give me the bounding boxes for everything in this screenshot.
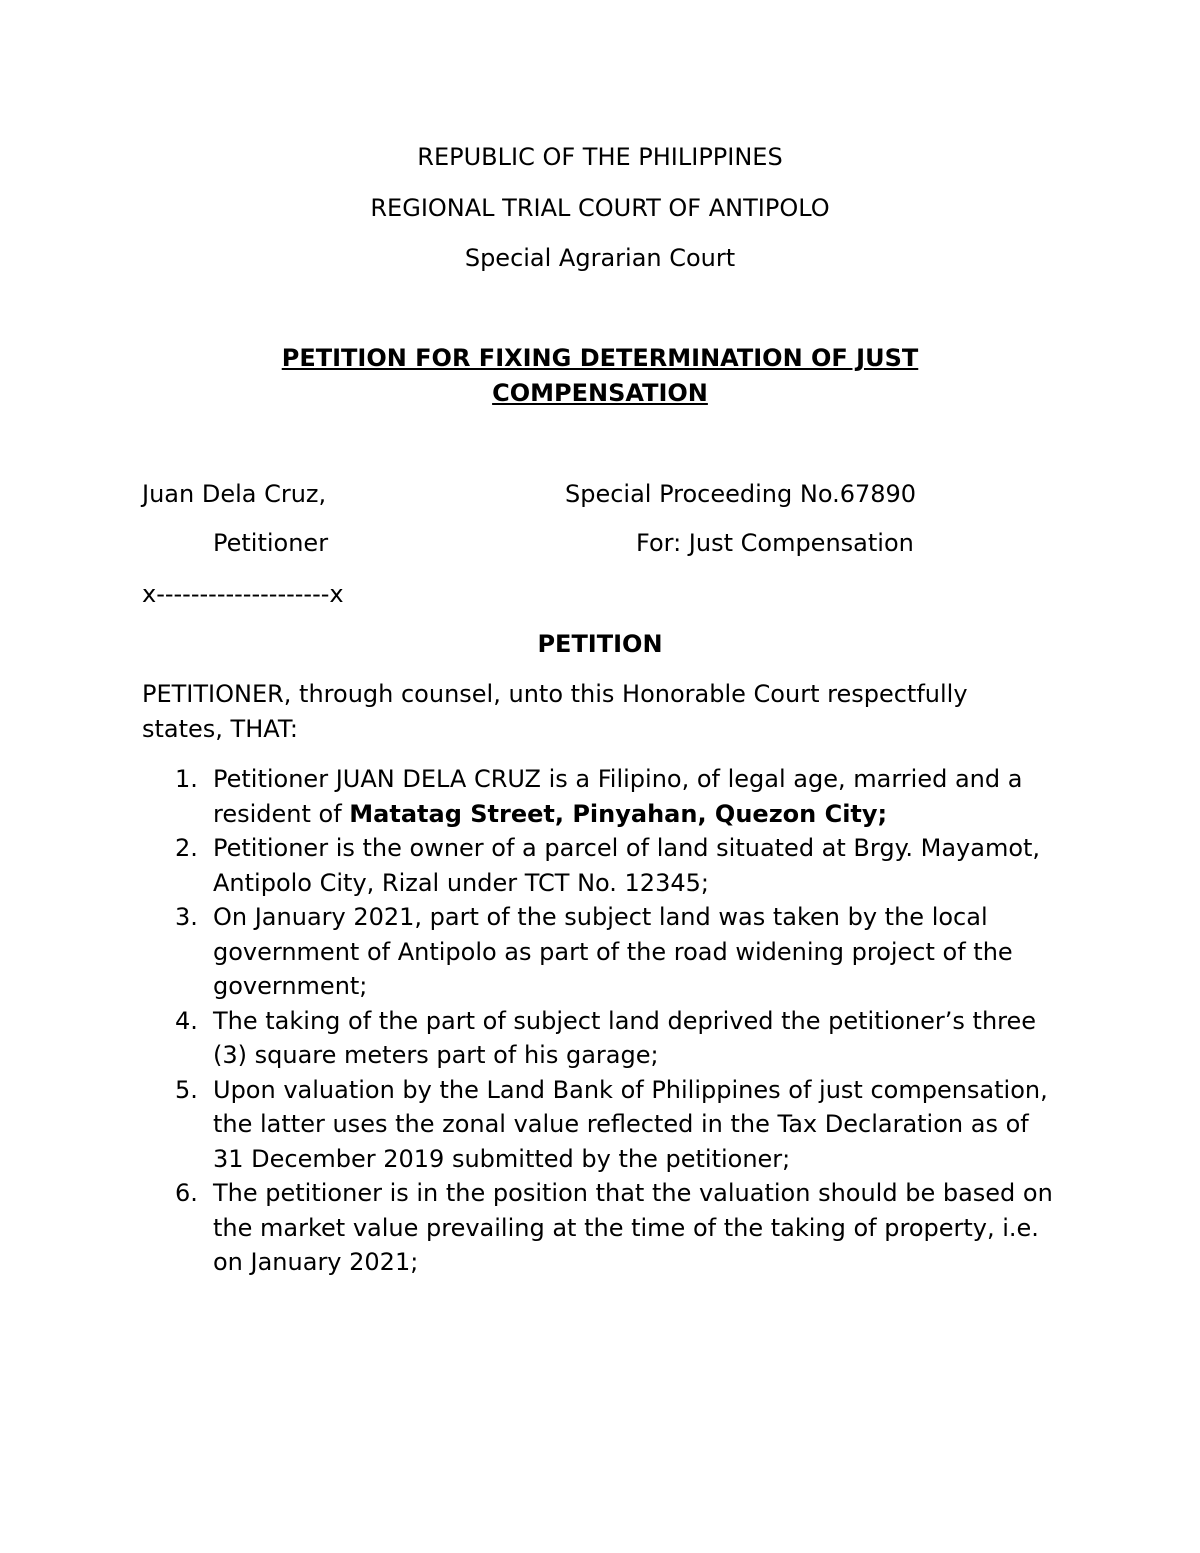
item-text: Petitioner JUAN DELA CRUZ is a Filipino, of legal age, married and a resident of xyxy=(213,765,1023,828)
list-item xyxy=(142,1073,1062,1177)
item-number: 6. xyxy=(175,1179,198,1207)
item-text: Petitioner is the owner of a parcel of land situated at Brgy. Mayamot, Antipolo City, Rizal under TCT No. 12345; xyxy=(213,834,1041,897)
item-number: 2. xyxy=(175,834,198,862)
petition-heading: PETITION xyxy=(537,630,663,658)
case-number: Special Proceeding No.67890 xyxy=(565,480,917,508)
item-number: 3. xyxy=(175,903,198,931)
list-item xyxy=(142,831,1062,900)
header-court: REGIONAL TRIAL COURT OF ANTIPOLO xyxy=(370,194,830,222)
item-number: 5. xyxy=(175,1075,198,1104)
list-item xyxy=(142,1176,1062,1280)
header-republic: REPUBLIC OF THE PHILIPPINES xyxy=(417,143,783,171)
list-item xyxy=(142,900,1062,1004)
item-number: 4. xyxy=(175,1006,198,1035)
item-text: The petitioner is in the position that the valuation should be based on the market value prevailing at the time of the taking of property, i.e. on January 2021; xyxy=(213,1179,1053,1276)
list-item xyxy=(142,762,1062,831)
item-address: Matatag Street, Pinyahan, Quezon City; xyxy=(349,799,888,828)
item-number: 1. xyxy=(175,765,198,793)
intro-paragraph: PETITIONER, through counsel, unto this Honorable Court respectfully states, THAT: xyxy=(142,680,968,743)
caption-separator: x--------------------x xyxy=(142,580,344,608)
item-text: The taking of the part of subject land deprived the petitioner’s three (3) square meters part of his garage; xyxy=(213,1006,1037,1069)
item-text: Upon valuation by the Land Bank of Philippines of just compensation, the latter uses the zonal value reflected in the Tax Declaration as of 31 December 2019 submitted by the petitioner; xyxy=(213,1075,1048,1173)
case-subject: For: Just Compensation xyxy=(636,529,914,557)
list-item xyxy=(142,1004,1062,1073)
allegations-list xyxy=(142,762,1062,1280)
item-text: On January 2021, part of the subject land was taken by the local government of Antipolo as part of the road widening project of the government; xyxy=(213,903,1013,1000)
party-name: Juan Dela Cruz, xyxy=(142,480,327,508)
party-role: Petitioner xyxy=(213,529,329,557)
document-title: PETITION FOR FIXING DETERMINATION OF JUST COMPENSATION xyxy=(281,344,919,407)
header-division: Special Agrarian Court xyxy=(464,244,736,272)
